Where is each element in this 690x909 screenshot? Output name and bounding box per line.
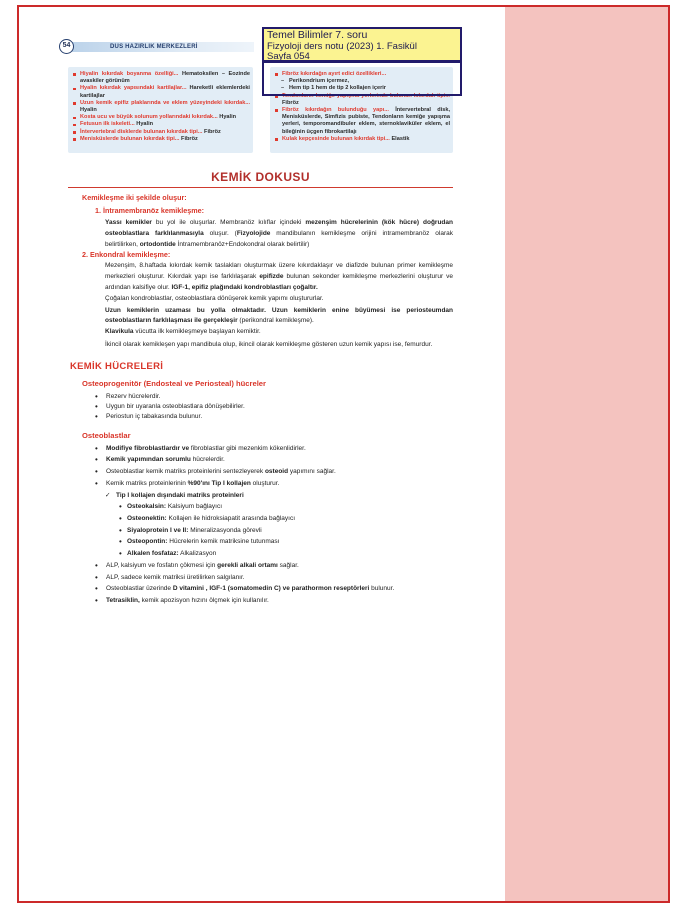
bold-run: Uzun kemiklerin uzaması bu yolla olmaktadır. Uzun kemiklerin enine büyümesi ise periosteumdan osteoblastların farklılaşması ile gerçekleşir: [105, 306, 453, 325]
info-subitem: – Hem tip 1 hem de tip 2 kollajen içerir: [274, 85, 450, 92]
info-answer: Fibröz: [204, 128, 221, 135]
page-frame: [17, 5, 670, 903]
publisher-name: DUS HAZIRLIK MERKEZLERİ: [110, 44, 198, 50]
intramembranous-heading: 1. İntramembranöz kemikleşme:: [95, 206, 205, 215]
text-run: ALP, sadece kemik matriksi üretilirken salgılanır.: [106, 573, 245, 581]
info-question: Fibröz kıkırdağın ayırt edici özellikleri...: [282, 71, 387, 77]
item-text: Rezerv hücrelerdir.: [106, 392, 161, 400]
text-run: (perikondral kemikleşme).: [237, 317, 314, 325]
info-question: İntervertebral disklerde bulunan kıkırdak tipi...: [80, 128, 203, 135]
text-run: Osteoblastlar üzerinde: [106, 585, 173, 593]
endochondral-heading: 2. Enkondral kemikleşme:: [82, 250, 171, 260]
info-answer: Hyalin: [80, 107, 97, 114]
ossification-intro: Kemikleşme iki şekilde oluşur:: [82, 193, 187, 202]
text-run: bulunur.: [369, 585, 395, 593]
protein-desc: Kalsiyum bağlayıcı: [166, 503, 223, 511]
info-question: Kulak kepçesinde bulunan kıkırdak tipi...: [282, 135, 390, 142]
bold-run: Klavikula: [105, 328, 134, 336]
osteoblast-heading: Osteoblastlar: [82, 430, 131, 440]
info-question: Uzun kemik epifiz plaklarında ve eklem yüzeyindeki kıkırdak...: [80, 99, 250, 106]
bold-run: mezenşim hücrelerinin (kök hücre) doğrudan osteoblastlara farklılanmasıyla: [105, 219, 453, 237]
bold-run: IGF-1, epifiz plağındaki kondroblastları çoğaltır.: [171, 283, 318, 291]
text-run: vücutta ilk kemikleşmeye başlayan kemiktir.: [133, 328, 261, 336]
info-answer: Hyalin: [219, 114, 237, 121]
page-number-badge: 54: [59, 39, 74, 54]
text-run: fibroblastlar gibi mezenkim kökenlidirler.: [189, 444, 306, 452]
bold-run: Kemik yapımından sorumlu: [106, 456, 191, 464]
protein-name: Alkalen fosfataz:: [127, 550, 179, 558]
protein-name: Siyaloprotein I ve II:: [127, 526, 189, 534]
text-run: Mezenşim, 8.haftada kıkırdak kemik taslakları oluşturmak üzere kıkırdaklaşır ve diafizde bulunan primer kemikleşme merkezleri oluşturur. Kıkırdak yapı ise farklılaşarak: [105, 262, 453, 281]
annotation-source: Fizyoloji ders notu (2023) 1. Fasikül: [267, 40, 417, 52]
text-run: Çoğalan kondroblastlar, osteoblastlara dönüşerek kemik yapımı oluştururlar.: [105, 294, 324, 302]
text-run: yapımını sağlar.: [288, 468, 336, 476]
info-answer: Hematoksilen – Eozinde avaskiler görünüm: [80, 71, 250, 85]
text-run: İntramembranöz+Endokondral olarak belirtilir): [175, 240, 310, 248]
info-answer: Fibröz: [181, 135, 198, 142]
info-question: Fetusun ilk iskeleti...: [80, 121, 135, 128]
bold-run: gerekli alkali ortamı: [217, 561, 278, 569]
info-question: Hyalin kıkırdak yapısındaki kartilajlar...: [80, 85, 187, 92]
info-question: Fibröz kıkırdağın bulunduğu yapı...: [282, 107, 389, 114]
annotation-bounding-box: [262, 61, 462, 96]
protein-name: Osteonektin:: [127, 514, 167, 522]
protein-name: Osteopontin:: [127, 538, 168, 546]
text-run: İkincil olarak kemikleşen yapı mandibula olup, ikincil olarak kemikleşme gösteren uzun kemik yapısı ise, femurdur.: [105, 340, 433, 348]
protein-desc: Kollajen ile hidroksiapatit arasında bağlayıcı: [166, 514, 296, 522]
text-run: oluşturur.: [250, 479, 280, 487]
protein-desc: Hücrelerin kemik matriksine tutunması: [167, 538, 280, 546]
info-answer: Fibröz: [282, 99, 299, 106]
text-run: bulunan sekonder kemikleşme merkezlerini oluşturur ve ardından kalsifiye olur.: [105, 273, 454, 291]
text-run: sağlar.: [277, 561, 299, 569]
info-answer: İntervertebral disk, Menisküslerde, Simfizis pubiste, Tendonların kemiğe yapışma yerleri, temporomandibuler eklem, sternoklaviküler eklem, el bileğinin üçgen fibrokartilajı: [282, 107, 450, 135]
text-run: mandibulanın kemikleşme orijini intramembranöz olarak belirtilirken,: [105, 229, 453, 248]
item-text: Uygun bir uyaranla osteoblastlara dönüşebilirler.: [106, 402, 245, 410]
info-answer: Hareketli eklemlerdeki kartilajlar: [80, 85, 250, 99]
text-run: oluşur. (: [203, 229, 237, 237]
info-answer: Hyalin: [136, 121, 154, 128]
info-question: Hiyalin kıkırdak boyanma özelliği...: [80, 71, 179, 77]
bold-run: ortodontide: [139, 240, 176, 248]
protein-name: Osteokalsin:: [127, 503, 167, 511]
annotation-title: Temel Bilimler 7. soru: [267, 29, 368, 41]
bold-run: epifizde: [259, 273, 284, 281]
section-title: KEMİK DOKUSU: [211, 170, 310, 184]
text-run: Osteoblastlar kemik matriks proteinlerini sentezleyerek: [106, 468, 265, 476]
annotation-label: [262, 27, 462, 62]
bold-run: Tip I kollajen dışındaki matriks proteinleri: [116, 491, 244, 499]
bold-run: Yassı kemikler: [105, 219, 152, 226]
text-run: ALP, kalsiyum ve fosfatın çökmesi için: [106, 561, 218, 569]
info-question: Kosta ucu ve büyük solunum yollarındaki kıkırdak...: [80, 114, 218, 121]
protein-desc: Mineralizasyonda görevli: [188, 526, 262, 534]
item-text: Periostun iç tabakasında bulunur.: [106, 412, 203, 420]
bone-cells-heading: KEMİK HÜCRELERİ: [70, 360, 164, 372]
annotation-page: Sayfa 054: [267, 50, 310, 62]
osteoprogenitor-heading: Osteoprogenitör (Endosteal ve Periosteal) hücreler: [82, 378, 266, 388]
text-run: Kemik matriks proteinlerinin: [106, 479, 188, 487]
info-subitem: – Perikondrium içermez,: [274, 78, 450, 85]
text-run: kemik apozisyon hızını ölçmek için kullanılır.: [139, 596, 269, 604]
text-run: bu yol ile oluşurlar. Membranöz kılıflar içindeki: [151, 219, 306, 226]
bold-run: osteoid: [264, 468, 289, 476]
text-run: hücrelerdir.: [190, 456, 225, 464]
info-question: Tendonların kemiğe yapışma yerlerinde bulunan kıkırdak tipi...: [282, 92, 450, 99]
bold-run: Tetrasiklin,: [106, 596, 140, 604]
bold-run: Modifiye fibroblastlardır ve: [106, 444, 190, 452]
info-question: Menisküslerde bulunan kıkırdak tipi...: [80, 135, 180, 142]
bold-run: Fizyolojide: [236, 229, 271, 237]
bold-run: D vitamini , IGF-1 (somatomedin C) ve parathormon reseptörleri: [172, 585, 370, 593]
info-answer: Elastik: [391, 135, 410, 142]
bold-run: %90'ını Tip I kollajen: [187, 479, 251, 487]
protein-desc: Alkalizasyon: [178, 550, 217, 558]
